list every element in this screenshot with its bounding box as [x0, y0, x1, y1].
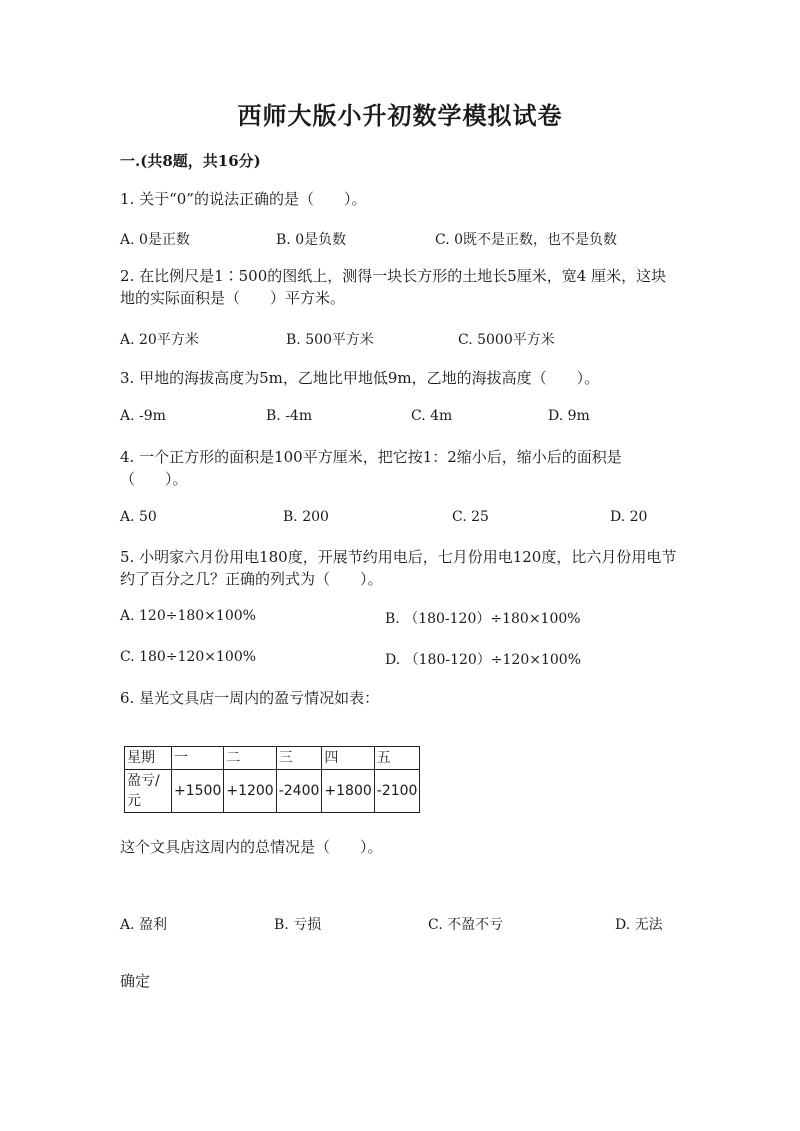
- q5-option-b: B. （180-120）÷180×100%: [385, 611, 581, 627]
- table-cell: +1200: [224, 770, 276, 813]
- q1-option-a: A. 0是正数: [120, 232, 190, 248]
- q5-option-a: A. 120÷180×100%: [120, 608, 256, 624]
- table-cell: 五: [374, 747, 420, 770]
- question-5: 5. 小明家六月份用电180度，开展节约用电后，七月份用电120度，比六月份用电节约了百分之几？正确的列式为（ ）。: [120, 548, 677, 588]
- table-cell: 盈亏/元: [125, 770, 172, 813]
- page-title: 西师大版小升初数学模拟试卷: [237, 101, 563, 130]
- q2-option-a: A. 20平方米: [120, 332, 199, 348]
- q4-option-c: C. 25: [452, 509, 489, 525]
- table-cell: +1800: [322, 770, 374, 813]
- q2-option-c: C. 5000平方米: [458, 332, 555, 348]
- question-2: 2. 在比例尺是1∶500的图纸上，测得一块长方形的土地长5厘米，宽4 厘米，这块地的实际面积是（ ）平方米。: [120, 267, 667, 307]
- table-cell: 二: [224, 747, 276, 770]
- q2-option-b: B. 500平方米: [286, 332, 374, 348]
- profit-loss-table: [124, 746, 420, 813]
- table-cell: 三: [276, 747, 322, 770]
- trailing-text: 确定: [120, 972, 151, 990]
- q4-option-d: D. 20: [610, 509, 648, 525]
- question-1: 1. 关于“0”的说法正确的是（ ）。: [120, 190, 367, 208]
- q5-option-d: D. （180-120）÷120×100%: [385, 652, 582, 668]
- table-cell: +1500: [172, 770, 224, 813]
- q3-option-c: C. 4m: [411, 408, 453, 424]
- q3-option-a: A. -9m: [120, 408, 166, 424]
- q3-option-d: D. 9m: [548, 408, 590, 424]
- section-heading: 一.(共8题，共16分): [120, 152, 261, 170]
- table-cell: -2100: [374, 770, 420, 813]
- table-row: [125, 770, 420, 813]
- question-4: 4. 一个正方形的面积是100平方厘米，把它按1：2缩小后，缩小后的面积是（ ）。: [120, 448, 622, 488]
- q4-option-a: A. 50: [120, 509, 157, 525]
- q6-option-c: C. 不盈不亏: [428, 917, 504, 933]
- table-cell: 四: [322, 747, 374, 770]
- table-header-row: [125, 747, 420, 770]
- q4-option-b: B. 200: [283, 509, 329, 525]
- q6-option-b: B. 亏损: [274, 917, 322, 933]
- table-cell: -2400: [276, 770, 322, 813]
- question-3: 3. 甲地的海拔高度为5m，乙地比甲地低9m，乙地的海拔高度（ ）。: [120, 369, 600, 387]
- table-cell: 星期: [125, 747, 172, 770]
- q5-option-c: C. 180÷120×100%: [120, 649, 257, 665]
- question-6: 6. 星光文具店一周内的盈亏情况如表：: [120, 689, 380, 707]
- q3-option-b: B. -4m: [266, 408, 313, 424]
- table-cell: 一: [172, 747, 224, 770]
- q6-option-a: A. 盈利: [120, 917, 168, 933]
- question-6-prompt: 这个文具店这周内的总情况是（ ）。: [120, 838, 383, 856]
- q1-option-c: C. 0既不是正数，也不是负数: [435, 232, 618, 248]
- q6-option-d: D. 无法: [615, 917, 663, 933]
- q1-option-b: B. 0是负数: [276, 232, 347, 248]
